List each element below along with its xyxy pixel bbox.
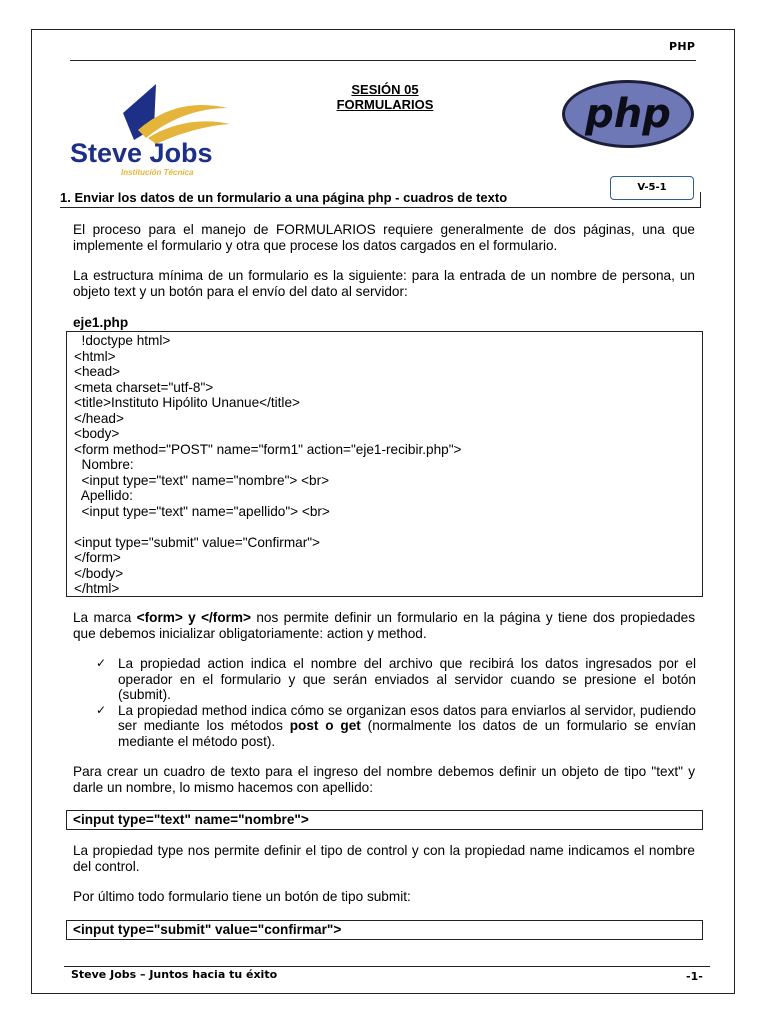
- bullet-method-text-c: (normalmente los datos de un formulario se envían mediante el método post).: [118, 718, 696, 749]
- section-title: 1. Enviar los datos de un formulario a una página php - cuadros de texto: [60, 190, 508, 205]
- php-logo-text: php: [585, 91, 671, 137]
- code-line: <input type="submit" value="Confirmar">: [74, 534, 320, 550]
- code-line: <html>: [74, 348, 116, 364]
- code-line: <body>: [74, 426, 120, 441]
- logo-subtitle-text: Institución Técnica: [121, 168, 194, 177]
- page-number: -1-: [686, 970, 703, 983]
- version-badge: V-5-1: [610, 176, 694, 200]
- paragraph-type-name: La propiedad type nos permite definir el tipo de control y con la propiedad name indicamos el nombre del control.: [73, 843, 695, 874]
- code-line: <title>Instituto Hipólito Unanue</title>: [74, 395, 300, 410]
- php-logo: [560, 78, 696, 150]
- code-line: </html>: [74, 581, 120, 596]
- code-line: </form>: [74, 550, 121, 565]
- properties-list: [96, 656, 696, 749]
- logo-name-text: Steve Jobs: [70, 138, 213, 168]
- code-line: Nombre:: [74, 457, 134, 472]
- list-item: [96, 703, 696, 750]
- code-line: </head>: [74, 410, 124, 426]
- checkmark-icon: ✓: [96, 702, 107, 717]
- code-line: <head>: [74, 364, 121, 379]
- paragraph-intro: El proceso para el manejo de FORMULARIOS requiere generalmente de dos páginas, una que implemente el formulario y otra que procese los datos cargados en el formulario.: [73, 222, 695, 253]
- paragraph-form-tag-a: La marca: [73, 610, 137, 625]
- paragraph-form-tag: [73, 610, 695, 642]
- code-line: </body>: [74, 565, 124, 581]
- section-underline: [60, 207, 701, 208]
- paragraph-submit: Por último todo formulario tiene un botón de tipo submit:: [73, 889, 411, 904]
- paragraph-form-tag-c: nos permite definir un formulario en la página y tiene dos propiedades que debemos inicializar obligatoriamente: action y method.: [73, 610, 696, 641]
- code-filename: eje1.php: [73, 315, 129, 330]
- code-line: <input type="text" name="nombre"> <br>: [74, 472, 330, 488]
- steve-jobs-logo: [68, 78, 238, 178]
- code-line: <input type="text" name="apellido"> <br>: [74, 503, 330, 519]
- footer-divider: [64, 966, 710, 967]
- code-line: [74, 519, 702, 535]
- bullet-method-highlight: post o get: [289, 718, 361, 733]
- bullet-action-text: La propiedad action indica el nombre del archivo que recibirá los datos ingresados por el operador en el formulario y que serán enviados al servidor cuando se presione el botón (submit).: [118, 656, 696, 702]
- form-tag-highlight: <form> y </form>: [136, 610, 251, 625]
- session-number: SESIÓN 05: [351, 82, 419, 97]
- code-line: !doctype html>: [74, 333, 171, 348]
- list-item: [96, 656, 696, 703]
- footer-slogan: Steve Jobs – Juntos hacia tu éxito: [71, 968, 278, 981]
- code-block: [66, 331, 703, 597]
- bullet-method-text-a: La propiedad method indica cómo se organizan esos datos para enviarlos al servidor, pudiendo ser mediante los métodos: [118, 702, 696, 733]
- header-label: PHP: [669, 40, 696, 53]
- code-line: Apellido:: [74, 488, 133, 503]
- paragraph-structure: La estructura mínima de un formulario es la siguiente: para la entrada de un nombre de persona, un objeto text y un botón para el envío del dato al servidor:: [73, 268, 695, 299]
- session-topic: FORMULARIOS: [336, 97, 434, 112]
- section-underline-tick: [700, 192, 701, 208]
- code-snippet-text-input: <input type="text" name="nombre">: [66, 810, 703, 830]
- code-line: <meta charset="utf-8">: [74, 379, 214, 395]
- checkmark-icon: ✓: [96, 656, 107, 670]
- session-heading: [280, 82, 490, 112]
- code-line: <form method="POST" name="form1" action="eje1-recibir.php">: [74, 441, 462, 457]
- code-snippet-submit: <input type="submit" value="confirmar">: [66, 920, 703, 940]
- paragraph-textbox: Para crear un cuadro de texto para el ingreso del nombre debemos definir un objeto de tipo "text" y darle un nombre, lo mismo hacemos con apellido:: [73, 764, 695, 795]
- header-divider: [70, 60, 696, 61]
